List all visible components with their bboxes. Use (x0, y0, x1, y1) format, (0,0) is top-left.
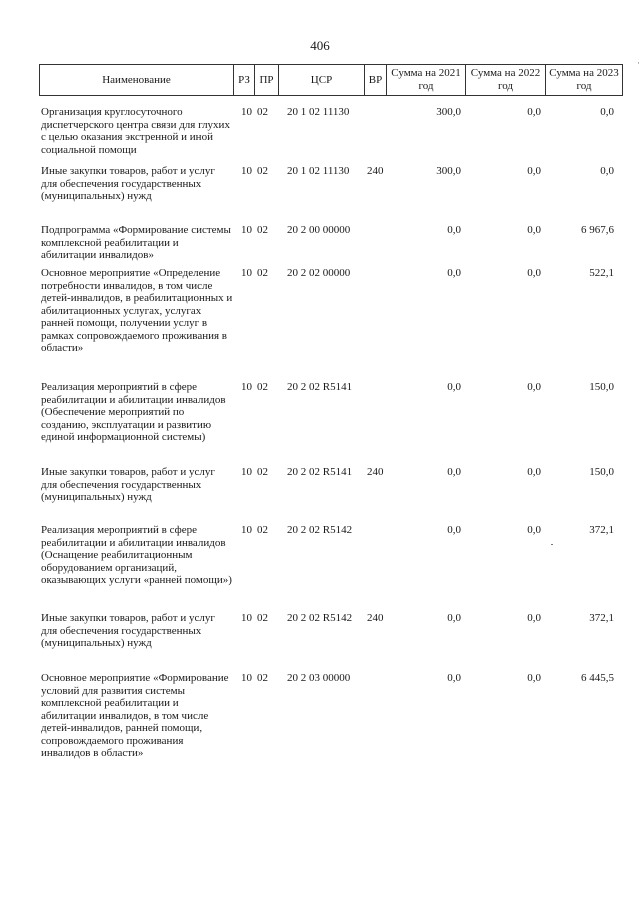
row-sum-2023: 150,0 (589, 381, 614, 393)
row-pr: 02 (257, 106, 268, 118)
row-sum-2023: 6 967,6 (581, 224, 614, 236)
row-sum-2023: 150,0 (589, 466, 614, 478)
row-pr: 02 (257, 466, 268, 478)
row-rz: 10 (241, 381, 252, 393)
row-sum-2023: 0,0 (600, 106, 614, 118)
row-sum-2022: 0,0 (527, 466, 541, 478)
row-sum-2022: 0,0 (527, 224, 541, 236)
row-rz: 10 (241, 612, 252, 624)
row-sum-2021: 0,0 (447, 381, 461, 393)
row-rz: 10 (241, 165, 252, 177)
row-csr: 20 2 02 00000 (287, 267, 351, 279)
row-rz: 10 (241, 672, 252, 684)
row-sum-2021: 0,0 (447, 524, 461, 536)
row-csr: 20 2 02 R5141 (287, 466, 353, 478)
row-csr: 20 1 02 11130 (287, 106, 350, 118)
row-sum-2022: 0,0 (527, 267, 541, 279)
row-sum-2023: 522,1 (589, 267, 614, 279)
row-name: Основное мероприятие «Формирование условий для развития системы комплексной реабилитации и абилитации инвалидов, в том числе детей-инвалидов, ранней помощи, сопровождаемого проживания инвалидов в области» (41, 672, 229, 759)
row-vr: 240 (367, 466, 384, 478)
row-pr: 02 (257, 267, 268, 279)
row-csr: 20 2 02 R5141 (287, 381, 353, 393)
row-name: Иные закупки товаров, работ и услуг для обеспечения государственных (муниципальных) нужд (41, 612, 215, 649)
row-name: Подпрограмма «Формирование системы комплексной реабилитации и абилитации инвалидов» (41, 224, 231, 261)
row-vr: 240 (367, 612, 384, 624)
row-pr: 02 (257, 224, 268, 236)
row-sum-2023: 0,0 (600, 165, 614, 177)
column-header-pr: ПР (255, 65, 279, 96)
row-sum-2022: 0,0 (527, 165, 541, 177)
row-sum-2023: 372,1 (589, 612, 614, 624)
column-header-csr: ЦСР (279, 65, 365, 96)
row-rz: 10 (241, 267, 252, 279)
row-pr: 02 (257, 672, 268, 684)
row-csr: 20 2 03 00000 (287, 672, 351, 684)
column-header-vr: ВР (365, 65, 387, 96)
row-pr: 02 (257, 165, 268, 177)
row-sum-2021: 300,0 (436, 165, 461, 177)
scan-speck (551, 544, 553, 545)
budget-table-header (39, 64, 623, 96)
row-sum-2021: 0,0 (447, 466, 461, 478)
page-number: 406 (310, 38, 330, 53)
row-sum-2022: 0,0 (527, 106, 541, 118)
row-pr: 02 (257, 381, 268, 393)
row-sum-2021: 0,0 (447, 672, 461, 684)
row-sum-2022: 0,0 (527, 672, 541, 684)
column-header-sum-2022: Сумма на 2022 год (466, 65, 546, 96)
row-pr: 02 (257, 524, 268, 536)
row-sum-2023: 6 445,5 (581, 672, 614, 684)
edge-mark: · (637, 58, 640, 68)
row-csr: 20 2 00 00000 (287, 224, 351, 236)
row-sum-2021: 0,0 (447, 224, 461, 236)
row-rz: 10 (241, 106, 252, 118)
row-sum-2022: 0,0 (527, 524, 541, 536)
column-header-name: Наименование (40, 65, 234, 96)
row-csr: 20 2 02 R5142 (287, 524, 353, 536)
row-name: Иные закупки товаров, работ и услуг для обеспечения государственных (муниципальных) нужд (41, 165, 215, 202)
row-sum-2021: 300,0 (436, 106, 461, 118)
row-rz: 10 (241, 466, 252, 478)
row-sum-2022: 0,0 (527, 381, 541, 393)
row-rz: 10 (241, 524, 252, 536)
row-pr: 02 (257, 612, 268, 624)
row-sum-2023: 372,1 (589, 524, 614, 536)
row-name: Основное мероприятие «Определение потребности инвалидов, в том числе детей-инвалидов, в реабилитационных и абилитационных услугах, услугах ранней помощи, получении услуг в рамках сопровождаемого проживания в области» (41, 267, 233, 354)
row-csr: 20 1 02 11130 (287, 165, 350, 177)
row-name: Иные закупки товаров, работ и услуг для обеспечения государственных (муниципальных) нужд (41, 466, 215, 503)
row-vr: 240 (367, 165, 384, 177)
row-rz: 10 (241, 224, 252, 236)
row-csr: 20 2 02 R5142 (287, 612, 353, 624)
row-sum-2021: 0,0 (447, 267, 461, 279)
row-sum-2022: 0,0 (527, 612, 541, 624)
row-name: Реализация мероприятий в сфере реабилитации и абилитации инвалидов (Оснащение реабилитационным оборудованием организаций, оказывающих услуги «ранней помощи») (41, 524, 232, 586)
column-header-sum-2021: Сумма на 2021 год (387, 65, 466, 96)
row-name: Реализация мероприятий в сфере реабилитации и абилитации инвалидов (Обеспечение мероприятий по созданию, эксплуатации и развитию единой информационной системы) (41, 381, 226, 443)
row-sum-2021: 0,0 (447, 612, 461, 624)
column-header-rz: РЗ (234, 65, 255, 96)
column-header-sum-2023: Сумма на 2023 год (546, 65, 623, 96)
row-name: Организация круглосуточного диспетчерского центра связи для глухих с целью оказания экстренной и иной социальной помощи (41, 106, 230, 156)
